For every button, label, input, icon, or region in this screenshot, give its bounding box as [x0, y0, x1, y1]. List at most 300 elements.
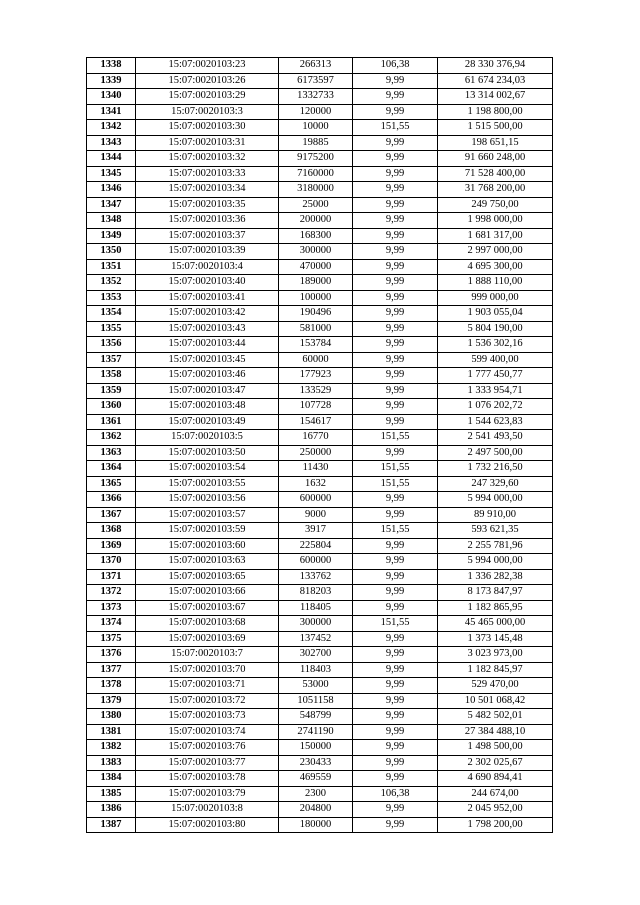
value-cell: 4 695 300,00: [438, 259, 553, 275]
cadastral-number-cell: 15:07:0020103:43: [136, 321, 279, 337]
area-cell: 204800: [279, 802, 353, 818]
row-number-cell: 1385: [87, 786, 136, 802]
value-cell: 5 804 190,00: [438, 321, 553, 337]
row-number-cell: 1387: [87, 817, 136, 833]
table-row: [87, 786, 553, 802]
value-cell: 31 768 200,00: [438, 182, 553, 198]
cadastral-number-cell: 15:07:0020103:26: [136, 73, 279, 89]
rate-cell: 9,99: [353, 104, 438, 120]
value-cell: 2 497 500,00: [438, 445, 553, 461]
table-row: [87, 151, 553, 167]
table-row: [87, 662, 553, 678]
rate-cell: 9,99: [353, 306, 438, 322]
value-cell: 1 732 216,50: [438, 461, 553, 477]
row-number-cell: 1363: [87, 445, 136, 461]
table-row: [87, 771, 553, 787]
rate-cell: 9,99: [353, 275, 438, 291]
cadastral-number-cell: 15:07:0020103:50: [136, 445, 279, 461]
rate-cell: 9,99: [353, 817, 438, 833]
cadastral-number-cell: 15:07:0020103:72: [136, 693, 279, 709]
area-cell: 11430: [279, 461, 353, 477]
value-cell: 999 000,00: [438, 290, 553, 306]
cadastral-number-cell: 15:07:0020103:34: [136, 182, 279, 198]
cadastral-number-cell: 15:07:0020103:69: [136, 631, 279, 647]
cadastral-number-cell: 15:07:0020103:35: [136, 197, 279, 213]
table-row: [87, 244, 553, 260]
area-cell: 9175200: [279, 151, 353, 167]
table-row: [87, 616, 553, 632]
rate-cell: 9,99: [353, 554, 438, 570]
cadastral-number-cell: 15:07:0020103:48: [136, 399, 279, 415]
table-row: [87, 58, 553, 74]
cadastral-number-cell: 15:07:0020103:68: [136, 616, 279, 632]
cadastral-number-cell: 15:07:0020103:79: [136, 786, 279, 802]
table-row: [87, 585, 553, 601]
cadastral-number-cell: 15:07:0020103:55: [136, 476, 279, 492]
row-number-cell: 1382: [87, 740, 136, 756]
area-cell: 100000: [279, 290, 353, 306]
rate-cell: 9,99: [353, 352, 438, 368]
area-cell: 177923: [279, 368, 353, 384]
area-cell: 25000: [279, 197, 353, 213]
rate-cell: 9,99: [353, 585, 438, 601]
table-row: [87, 352, 553, 368]
value-cell: 45 465 000,00: [438, 616, 553, 632]
value-cell: 1 336 282,38: [438, 569, 553, 585]
table-row: [87, 740, 553, 756]
table-row: [87, 275, 553, 291]
area-cell: 53000: [279, 678, 353, 694]
cadastral-number-cell: 15:07:0020103:40: [136, 275, 279, 291]
table-row: [87, 600, 553, 616]
rate-cell: 9,99: [353, 538, 438, 554]
area-cell: 120000: [279, 104, 353, 120]
rate-cell: 9,99: [353, 755, 438, 771]
table-row: [87, 476, 553, 492]
row-number-cell: 1338: [87, 58, 136, 74]
row-number-cell: 1366: [87, 492, 136, 508]
area-cell: 818203: [279, 585, 353, 601]
rate-cell: 9,99: [353, 802, 438, 818]
cadastral-number-cell: 15:07:0020103:4: [136, 259, 279, 275]
area-cell: 200000: [279, 213, 353, 229]
value-cell: 529 470,00: [438, 678, 553, 694]
area-cell: 168300: [279, 228, 353, 244]
area-cell: 250000: [279, 445, 353, 461]
area-cell: 189000: [279, 275, 353, 291]
value-cell: 5 994 000,00: [438, 554, 553, 570]
table-row: [87, 724, 553, 740]
cadastral-number-cell: 15:07:0020103:59: [136, 523, 279, 539]
area-cell: 2300: [279, 786, 353, 802]
row-number-cell: 1355: [87, 321, 136, 337]
table-row: [87, 802, 553, 818]
value-cell: 247 329,60: [438, 476, 553, 492]
rate-cell: 9,99: [353, 631, 438, 647]
row-number-cell: 1373: [87, 600, 136, 616]
table-row: [87, 182, 553, 198]
area-cell: 153784: [279, 337, 353, 353]
area-cell: 7160000: [279, 166, 353, 182]
row-number-cell: 1357: [87, 352, 136, 368]
table-row: [87, 290, 553, 306]
table-row: [87, 709, 553, 725]
row-number-cell: 1360: [87, 399, 136, 415]
area-cell: 3180000: [279, 182, 353, 198]
cadastral-number-cell: 15:07:0020103:8: [136, 802, 279, 818]
value-cell: 2 255 781,96: [438, 538, 553, 554]
table-row: [87, 678, 553, 694]
value-cell: 1 798 200,00: [438, 817, 553, 833]
rate-cell: 9,99: [353, 166, 438, 182]
value-cell: 8 173 847,97: [438, 585, 553, 601]
area-cell: 300000: [279, 244, 353, 260]
value-cell: 1 198 800,00: [438, 104, 553, 120]
rate-cell: 106,38: [353, 58, 438, 74]
area-cell: 302700: [279, 647, 353, 663]
value-cell: 2 302 025,67: [438, 755, 553, 771]
row-number-cell: 1380: [87, 709, 136, 725]
rate-cell: 9,99: [353, 569, 438, 585]
row-number-cell: 1369: [87, 538, 136, 554]
row-number-cell: 1348: [87, 213, 136, 229]
value-cell: 2 045 952,00: [438, 802, 553, 818]
table-row: [87, 104, 553, 120]
cadastral-number-cell: 15:07:0020103:31: [136, 135, 279, 151]
area-cell: 3917: [279, 523, 353, 539]
cadastral-number-cell: 15:07:0020103:67: [136, 600, 279, 616]
value-cell: 1 515 500,00: [438, 120, 553, 136]
area-cell: 180000: [279, 817, 353, 833]
rate-cell: 151,55: [353, 476, 438, 492]
rate-cell: 151,55: [353, 616, 438, 632]
table-row: [87, 120, 553, 136]
cadastral-number-cell: 15:07:0020103:37: [136, 228, 279, 244]
rate-cell: 9,99: [353, 89, 438, 105]
area-cell: 107728: [279, 399, 353, 415]
row-number-cell: 1377: [87, 662, 136, 678]
table-row: [87, 693, 553, 709]
table-row: [87, 492, 553, 508]
row-number-cell: 1339: [87, 73, 136, 89]
row-number-cell: 1362: [87, 430, 136, 446]
row-number-cell: 1352: [87, 275, 136, 291]
table-row: [87, 383, 553, 399]
value-cell: 1 998 000,00: [438, 213, 553, 229]
row-number-cell: 1372: [87, 585, 136, 601]
rate-cell: 9,99: [353, 213, 438, 229]
value-cell: 1 333 954,71: [438, 383, 553, 399]
cadastral-number-cell: 15:07:0020103:29: [136, 89, 279, 105]
value-cell: 2 997 000,00: [438, 244, 553, 260]
cadastral-number-cell: 15:07:0020103:45: [136, 352, 279, 368]
row-number-cell: 1379: [87, 693, 136, 709]
rate-cell: 9,99: [353, 399, 438, 415]
area-cell: 1632: [279, 476, 353, 492]
row-number-cell: 1343: [87, 135, 136, 151]
value-cell: 249 750,00: [438, 197, 553, 213]
cadastral-number-cell: 15:07:0020103:49: [136, 414, 279, 430]
row-number-cell: 1381: [87, 724, 136, 740]
cadastral-number-cell: 15:07:0020103:60: [136, 538, 279, 554]
cadastral-number-cell: 15:07:0020103:71: [136, 678, 279, 694]
area-cell: 1332733: [279, 89, 353, 105]
area-cell: 118403: [279, 662, 353, 678]
area-cell: 230433: [279, 755, 353, 771]
rate-cell: 151,55: [353, 461, 438, 477]
value-cell: 28 330 376,94: [438, 58, 553, 74]
rate-cell: 9,99: [353, 368, 438, 384]
row-number-cell: 1344: [87, 151, 136, 167]
rate-cell: 9,99: [353, 151, 438, 167]
cadastral-number-cell: 15:07:0020103:46: [136, 368, 279, 384]
row-number-cell: 1340: [87, 89, 136, 105]
value-cell: 1 777 450,77: [438, 368, 553, 384]
area-cell: 600000: [279, 554, 353, 570]
value-cell: 1 182 845,97: [438, 662, 553, 678]
rate-cell: 9,99: [353, 290, 438, 306]
cadastral-number-cell: 15:07:0020103:70: [136, 662, 279, 678]
value-cell: 71 528 400,00: [438, 166, 553, 182]
table-row: [87, 399, 553, 415]
area-cell: 469559: [279, 771, 353, 787]
table-row: [87, 430, 553, 446]
table-row: [87, 197, 553, 213]
value-cell: 1 498 500,00: [438, 740, 553, 756]
area-cell: 6173597: [279, 73, 353, 89]
rate-cell: 9,99: [353, 492, 438, 508]
rate-cell: 9,99: [353, 182, 438, 198]
row-number-cell: 1359: [87, 383, 136, 399]
rate-cell: 9,99: [353, 724, 438, 740]
value-cell: 89 910,00: [438, 507, 553, 523]
table-row: [87, 368, 553, 384]
cadastral-number-cell: 15:07:0020103:41: [136, 290, 279, 306]
row-number-cell: 1353: [87, 290, 136, 306]
rate-cell: 9,99: [353, 135, 438, 151]
area-cell: 548799: [279, 709, 353, 725]
table-row: [87, 306, 553, 322]
rate-cell: 9,99: [353, 662, 438, 678]
area-cell: 60000: [279, 352, 353, 368]
data-table: [86, 57, 553, 833]
area-cell: 300000: [279, 616, 353, 632]
rate-cell: 9,99: [353, 507, 438, 523]
cadastral-number-cell: 15:07:0020103:39: [136, 244, 279, 260]
table-row: [87, 259, 553, 275]
value-cell: 1 076 202,72: [438, 399, 553, 415]
cadastral-number-cell: 15:07:0020103:77: [136, 755, 279, 771]
table-row: [87, 554, 553, 570]
rate-cell: 151,55: [353, 120, 438, 136]
rate-cell: 9,99: [353, 678, 438, 694]
table-row: [87, 135, 553, 151]
value-cell: 3 023 973,00: [438, 647, 553, 663]
value-cell: 5 482 502,01: [438, 709, 553, 725]
row-number-cell: 1346: [87, 182, 136, 198]
row-number-cell: 1345: [87, 166, 136, 182]
cadastral-number-cell: 15:07:0020103:54: [136, 461, 279, 477]
value-cell: 1 373 145,48: [438, 631, 553, 647]
cadastral-number-cell: 15:07:0020103:33: [136, 166, 279, 182]
table-row: [87, 755, 553, 771]
row-number-cell: 1371: [87, 569, 136, 585]
area-cell: 137452: [279, 631, 353, 647]
table-row: [87, 228, 553, 244]
table-row: [87, 523, 553, 539]
row-number-cell: 1378: [87, 678, 136, 694]
value-cell: 1 903 055,04: [438, 306, 553, 322]
cadastral-number-cell: 15:07:0020103:44: [136, 337, 279, 353]
cadastral-number-cell: 15:07:0020103:47: [136, 383, 279, 399]
cadastral-number-cell: 15:07:0020103:5: [136, 430, 279, 446]
row-number-cell: 1347: [87, 197, 136, 213]
area-cell: 266313: [279, 58, 353, 74]
cadastral-number-cell: 15:07:0020103:57: [136, 507, 279, 523]
rate-cell: 9,99: [353, 383, 438, 399]
row-number-cell: 1358: [87, 368, 136, 384]
cadastral-number-cell: 15:07:0020103:3: [136, 104, 279, 120]
table-row: [87, 647, 553, 663]
cadastral-number-cell: 15:07:0020103:23: [136, 58, 279, 74]
table-row: [87, 337, 553, 353]
value-cell: 4 690 894,41: [438, 771, 553, 787]
value-cell: 244 674,00: [438, 786, 553, 802]
cadastral-number-cell: 15:07:0020103:74: [136, 724, 279, 740]
rate-cell: 9,99: [353, 600, 438, 616]
rate-cell: 151,55: [353, 430, 438, 446]
area-cell: 581000: [279, 321, 353, 337]
rate-cell: 151,55: [353, 523, 438, 539]
cadastral-number-cell: 15:07:0020103:56: [136, 492, 279, 508]
rate-cell: 9,99: [353, 73, 438, 89]
value-cell: 10 501 068,42: [438, 693, 553, 709]
cadastral-number-cell: 15:07:0020103:7: [136, 647, 279, 663]
row-number-cell: 1383: [87, 755, 136, 771]
cadastral-number-cell: 15:07:0020103:32: [136, 151, 279, 167]
table-row: [87, 445, 553, 461]
row-number-cell: 1375: [87, 631, 136, 647]
row-number-cell: 1354: [87, 306, 136, 322]
rate-cell: 9,99: [353, 740, 438, 756]
rate-cell: 9,99: [353, 647, 438, 663]
cadastral-number-cell: 15:07:0020103:65: [136, 569, 279, 585]
table-row: [87, 507, 553, 523]
row-number-cell: 1342: [87, 120, 136, 136]
area-cell: 16770: [279, 430, 353, 446]
rate-cell: 9,99: [353, 771, 438, 787]
area-cell: 600000: [279, 492, 353, 508]
value-cell: 198 651,15: [438, 135, 553, 151]
value-cell: 91 660 248,00: [438, 151, 553, 167]
area-cell: 133529: [279, 383, 353, 399]
cadastral-number-cell: 15:07:0020103:30: [136, 120, 279, 136]
rate-cell: 9,99: [353, 693, 438, 709]
value-cell: 13 314 002,67: [438, 89, 553, 105]
value-cell: 1 544 623,83: [438, 414, 553, 430]
rate-cell: 9,99: [353, 259, 438, 275]
row-number-cell: 1386: [87, 802, 136, 818]
cadastral-number-cell: 15:07:0020103:76: [136, 740, 279, 756]
area-cell: 9000: [279, 507, 353, 523]
table-row: [87, 321, 553, 337]
rate-cell: 9,99: [353, 321, 438, 337]
table-row: [87, 461, 553, 477]
value-cell: 599 400,00: [438, 352, 553, 368]
table-row: [87, 817, 553, 833]
cadastral-number-cell: 15:07:0020103:80: [136, 817, 279, 833]
cadastral-number-cell: 15:07:0020103:42: [136, 306, 279, 322]
rate-cell: 106,38: [353, 786, 438, 802]
value-cell: 2 541 493,50: [438, 430, 553, 446]
area-cell: 118405: [279, 600, 353, 616]
cadastral-number-cell: 15:07:0020103:36: [136, 213, 279, 229]
area-cell: 10000: [279, 120, 353, 136]
row-number-cell: 1367: [87, 507, 136, 523]
table-row: [87, 569, 553, 585]
value-cell: 1 182 865,95: [438, 600, 553, 616]
row-number-cell: 1370: [87, 554, 136, 570]
row-number-cell: 1349: [87, 228, 136, 244]
cadastral-number-cell: 15:07:0020103:66: [136, 585, 279, 601]
value-cell: 1 681 317,00: [438, 228, 553, 244]
area-cell: 19885: [279, 135, 353, 151]
rate-cell: 9,99: [353, 445, 438, 461]
row-number-cell: 1361: [87, 414, 136, 430]
area-cell: 225804: [279, 538, 353, 554]
row-number-cell: 1365: [87, 476, 136, 492]
table-row: [87, 89, 553, 105]
rate-cell: 9,99: [353, 414, 438, 430]
area-cell: 470000: [279, 259, 353, 275]
table-row: [87, 631, 553, 647]
table-row: [87, 73, 553, 89]
cadastral-number-cell: 15:07:0020103:73: [136, 709, 279, 725]
row-number-cell: 1341: [87, 104, 136, 120]
area-cell: 150000: [279, 740, 353, 756]
area-cell: 2741190: [279, 724, 353, 740]
rate-cell: 9,99: [353, 337, 438, 353]
rate-cell: 9,99: [353, 244, 438, 260]
area-cell: 154617: [279, 414, 353, 430]
cadastral-number-cell: 15:07:0020103:63: [136, 554, 279, 570]
table-row: [87, 166, 553, 182]
row-number-cell: 1376: [87, 647, 136, 663]
area-cell: 133762: [279, 569, 353, 585]
table-row: [87, 213, 553, 229]
area-cell: 190496: [279, 306, 353, 322]
row-number-cell: 1364: [87, 461, 136, 477]
row-number-cell: 1384: [87, 771, 136, 787]
value-cell: 27 384 488,10: [438, 724, 553, 740]
area-cell: 1051158: [279, 693, 353, 709]
value-cell: 593 621,35: [438, 523, 553, 539]
table-row: [87, 538, 553, 554]
row-number-cell: 1350: [87, 244, 136, 260]
value-cell: 1 536 302,16: [438, 337, 553, 353]
value-cell: 1 888 110,00: [438, 275, 553, 291]
rate-cell: 9,99: [353, 197, 438, 213]
value-cell: 5 994 000,00: [438, 492, 553, 508]
cadastral-number-cell: 15:07:0020103:78: [136, 771, 279, 787]
value-cell: 61 674 234,03: [438, 73, 553, 89]
row-number-cell: 1351: [87, 259, 136, 275]
table-row: [87, 414, 553, 430]
rate-cell: 9,99: [353, 709, 438, 725]
row-number-cell: 1356: [87, 337, 136, 353]
rate-cell: 9,99: [353, 228, 438, 244]
row-number-cell: 1368: [87, 523, 136, 539]
